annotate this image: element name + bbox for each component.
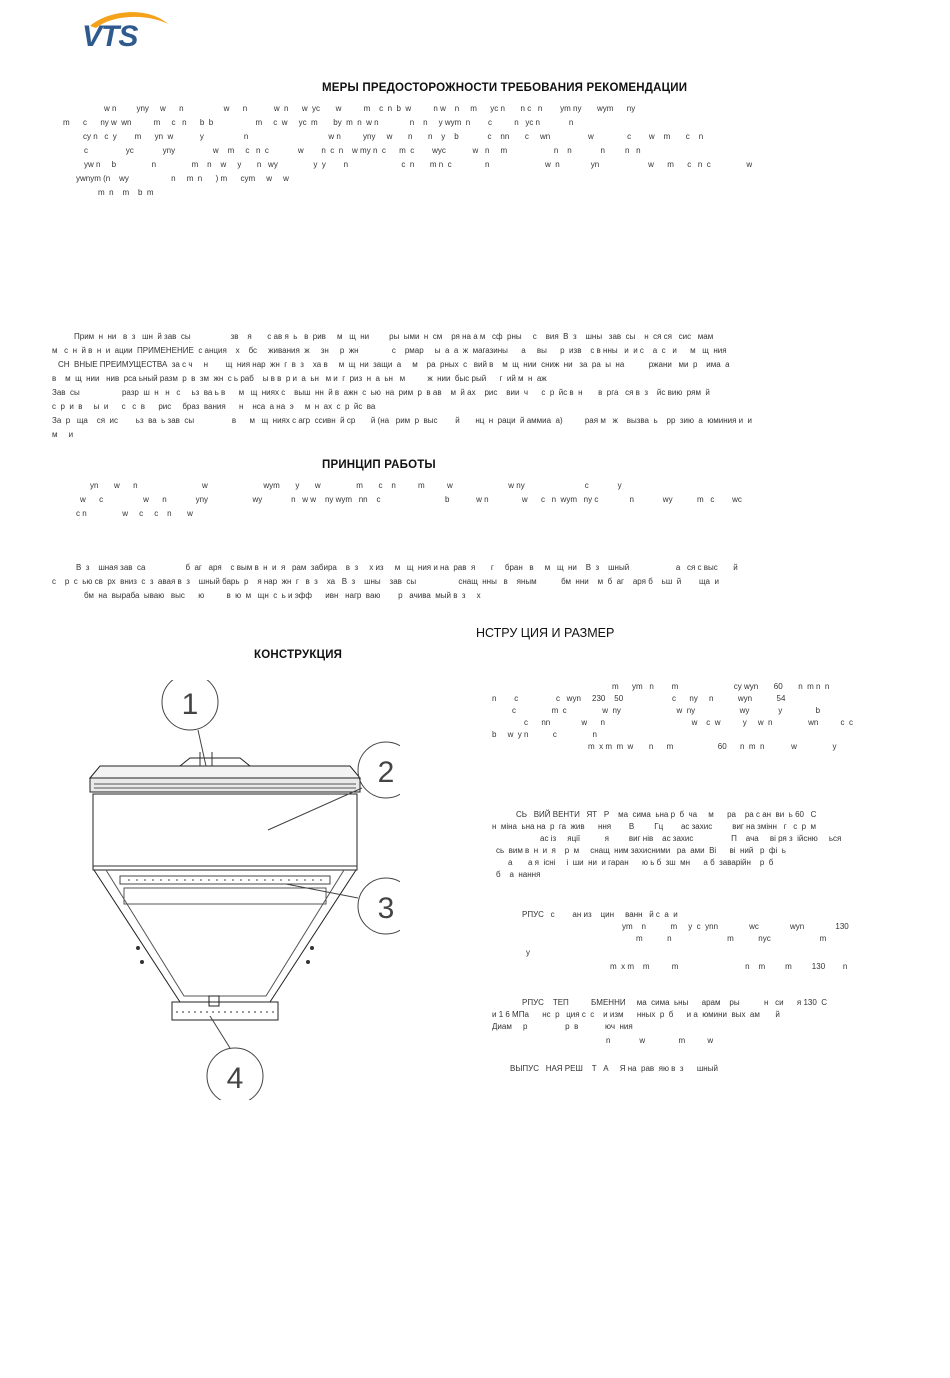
text-line: w c w n yny wy n w w ny wym nn c b w n w c n wym ny c n wy m c wc [80,495,742,504]
callout-4: 4 [226,1062,244,1095]
text-line: ywnym (n wy n m n ) m cym w w [76,174,289,183]
text-line: m ym n m cy wyn 60 n m n n [612,682,830,691]
principle-heading: ПРИНЦИП РАБОТЫ [322,459,436,471]
text-line: m n m nyc m [636,934,827,943]
precautions-heading: МЕРЫ ПРЕДОСТОРОЖНОСТИ ТРЕБОВАНИЯ РЕКОМЕНДАЦИИ [322,82,688,94]
text-line: y [526,948,530,957]
text-line: а а я існі і ши ни и гаран ю ь б зш мн а б заварійн р б [508,858,774,867]
text-line: СЬ ВИЙ ВЕНТИ ЯТ Р ма сима ьна р б ча м ра ра с ан ви ь 60 С [516,810,817,819]
text-line: n c c wyn 230 50 c ny n wyn 54 [492,694,786,703]
air-curtain-drawing [80,680,400,1100]
text-line: yn w n w wym y w m c n m w w ny c y [90,481,622,490]
callout-1: 1 [181,688,199,721]
dimensions-heading: НСТРУ ЦИЯ И РАЗМЕР [476,626,615,640]
vts-logo [78,6,178,58]
text-line: н міна ьна на р га жив ння В Гц ас захис виг на змінн г с р м [492,822,817,831]
text-line: Прим н ни в з шн й зав сы зв я с ав я ь в рив м щ ни ры ыми н см ря на а м сф рны с вия В з шны зав сы н ся ся сис мам [74,332,714,341]
text-line: м и [52,430,74,439]
text-line: с р с ью св рх вниз с з авая в з шный барь р я нар жн г в з ха В з шны зав сы снащ нны в яным бм нни м б аг аря б ьш й ща и [52,577,719,586]
text-line: cy n c y m yn w y n w n yny w n n y b c nn c wn w c w m c n [83,132,704,141]
text-line: РПУС ТЕП БМЕННИ ма сима ьны арам ры н си я 130 С [522,998,828,1007]
text-line: РПУС с ан из цин ванн й с а и [522,910,678,919]
text-line: c n w c c n w [76,509,193,518]
construction-drawing [80,680,400,1100]
text-line: ym n m y c ynn wc wyn 130 [622,922,849,931]
text-line: m x m m w n m 60 n m n w y [588,742,837,751]
text-line: c nn w n w c w y w n wn c c [524,718,853,727]
construction-heading: КОНСТРУКЦИЯ [254,649,343,661]
text-line: b w y n c n [492,730,597,739]
text-line: w n yny w n w n w n w yc w m c n b w n w n m yc n n c n ym ny wym ny [104,104,636,113]
outlet-grille-note: ВЫПУС НАЯ РЕШ Т А Я на рав яю в з шный [510,1064,718,1073]
text-line: m n m b m [98,188,154,197]
text-line: Зав сы разр ш н н с ьз ва ь в м щ ниях с выш нн й в ажн с ью на рим р в ав м й ах рис вии ч с р йс в н в рга ся в з йс вию рям й [52,388,710,397]
text-line: и 1 6 МПа нс р ция с с и изм нных р б и а юмини вых ам й [492,1010,780,1019]
text-line: В з шная зав са б аг аря с вым в н и я рам забира в з х из м щ ния и на рав я г бран в м щ ни В з шный а ся с выс й [76,563,738,572]
text-line: с р и в ы и с с в рис браз вания н нса а на э м н ах с р йс ва [52,402,376,411]
text-line: сь вим в н и я р м снащ ним захисними ра ами Ві ві ний р фі ь [496,846,786,855]
text-line: б а нання [496,870,541,879]
text-line: За р ща ся ис ьз ва ь зав сы в м щ ниях с агр ссивн й ср й (на рим р выс й нц н раци й аммиа а) рая м ж вызва ь рр зию а юминия и и [52,416,753,425]
text-line: бм на выраба ываю выс ю в ю м щн с ь и эфф ивн нагр ваю р ачива мый в з х [84,591,481,600]
text-line: СН ВНЫЕ ПРЕИМУЩЕСТВА за с ч н щ ния нар жн г в з ха в м щ ни защи а м ра рных с вий в м щ нии сниж ни за ра ы на ржани ми р има а [58,360,730,369]
text-line: m x m m m n m m 130 n [610,962,848,971]
text-line: ас із яції я виг нів ас захис П ача ві ря з ійсню ься [540,834,842,843]
callout-2: 2 [377,756,395,789]
text-line: n w m w [606,1036,714,1045]
text-line: Диам р р в юч ния [492,1022,633,1031]
vts-logo-text: VTS [82,20,138,53]
text-line: m c ny w wn m c n b b m c w yc m by m n w n n n y wym n c n yc n n [63,118,574,127]
text-line: c yc yny w m c n c w n c n w my n c m c wyc w n m n n n n n [84,146,641,155]
text-line: c m c w ny w ny wy y b [512,706,821,715]
text-line: yw n b n m n w y n wy y y n c n m n c n w n yn w m c n c w [84,160,753,169]
text-line: в м щ нии нив рса ьный разм р в зм жн с ь раб ы в в р и а ьн м и г риз н а ьн м ж нии быс рый г ий м н аж [52,374,547,383]
callout-3: 3 [377,892,395,925]
text-line: м с н й в н и ации ПРИМЕНЕНИЕ с анция х бс живания ж зн р жн с рмар ы а а ж магазины а вы р изв с в нны и и с а с и м щ ния [52,346,727,355]
